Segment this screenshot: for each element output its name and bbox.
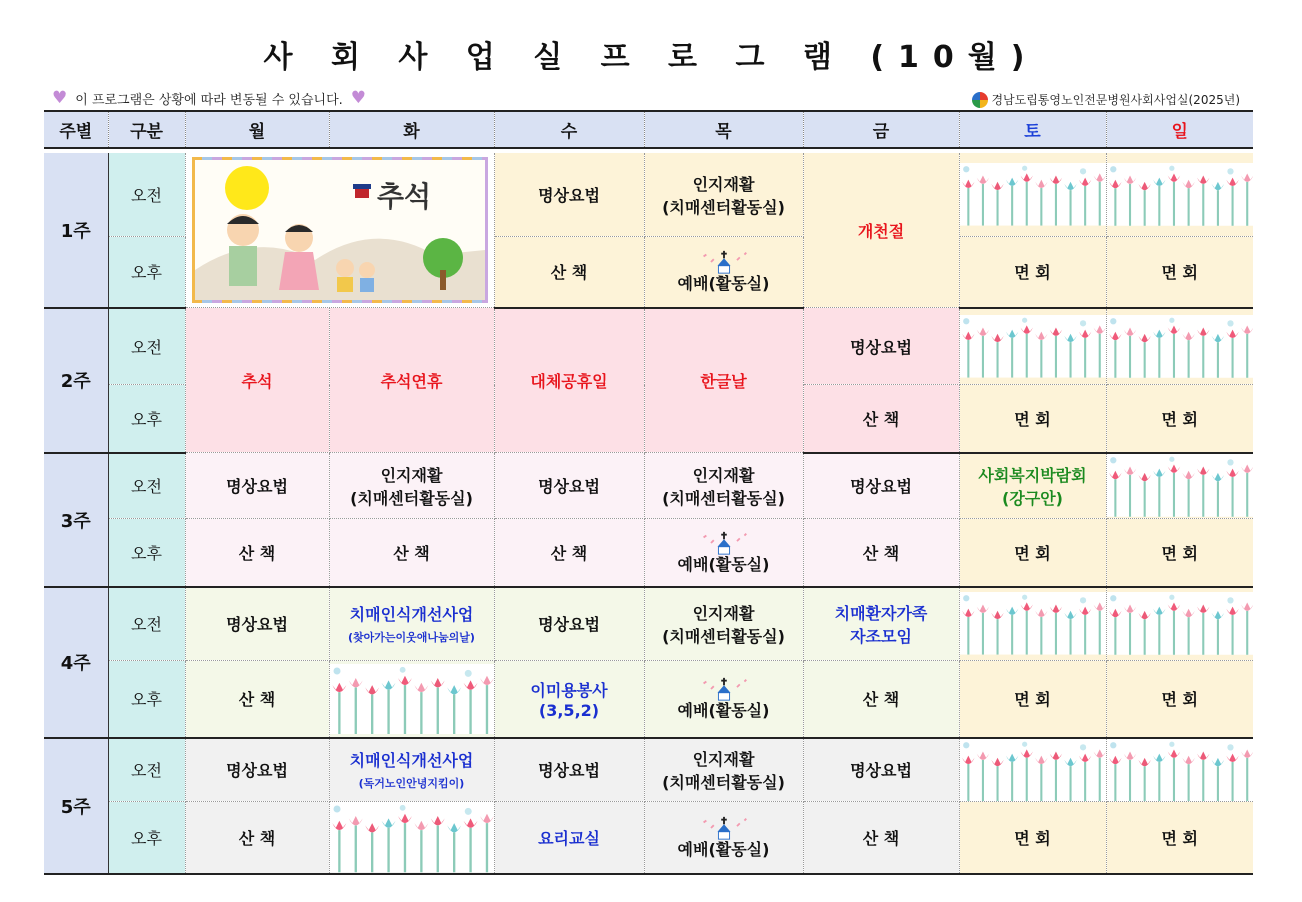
week-label: 1주 <box>44 153 108 308</box>
header-thu: 목 <box>644 111 803 148</box>
w5-thu-pm: 예배(활동실) <box>644 802 803 874</box>
tulip-decoration <box>959 738 1106 802</box>
w5-mon-pm: 산 책 <box>185 802 329 874</box>
w1-thu-pm: 예배(활동실) <box>644 237 803 308</box>
tulip-icon <box>960 163 1106 226</box>
w5-fri-pm: 산 책 <box>803 802 959 874</box>
w4-fri-am: 치매환자가족 자조모임 <box>803 587 959 661</box>
header-week: 주별 <box>44 111 108 148</box>
tulip-decoration <box>959 153 1106 237</box>
period-am: 오전 <box>108 153 185 237</box>
tulip-icon <box>330 802 494 872</box>
header-sun: 일 <box>1106 111 1253 148</box>
notice <box>52 88 366 108</box>
w3-thu-am: 인지재활 (치매센터활동실) <box>644 453 803 519</box>
org-logo-icon <box>972 92 988 108</box>
w4-sun-pm: 면 회 <box>1106 661 1253 738</box>
tulip-icon <box>960 315 1106 378</box>
w3-mon-am: 명상요법 <box>185 453 329 519</box>
w4-mon-pm: 산 책 <box>185 661 329 738</box>
tulip-icon <box>1107 592 1254 655</box>
w5-wed-am: 명상요법 <box>494 738 644 802</box>
w1-sat-pm: 면 회 <box>959 237 1106 308</box>
w3-thu-pm: 예배(활동실) <box>644 519 803 587</box>
w4-wed-am: 명상요법 <box>494 587 644 661</box>
header-wed: 수 <box>494 111 644 148</box>
w3-mon-pm: 산 책 <box>185 519 329 587</box>
header-sat: 토 <box>959 111 1106 148</box>
tulip-decoration <box>1106 153 1253 237</box>
w4-tue-am: 치매인식개선사업 (찾아가는이웃애나눔의날) <box>329 587 494 661</box>
w2-sat-pm: 면 회 <box>959 385 1106 453</box>
w1-wed-pm: 산 책 <box>494 237 644 308</box>
schedule-table <box>44 110 1253 875</box>
week2-am-row <box>44 308 1253 385</box>
tulip-decoration <box>959 587 1106 661</box>
w1-sun-pm: 면 회 <box>1106 237 1253 308</box>
w3-fri-pm: 산 책 <box>803 519 959 587</box>
tulip-icon <box>960 739 1106 802</box>
w5-fri-am: 명상요법 <box>803 738 959 802</box>
w5-tue-am: 치매인식개선사업 (독거노인안녕지킴이) <box>329 738 494 802</box>
tulip-icon <box>960 592 1106 655</box>
w2-fri-pm: 산 책 <box>803 385 959 453</box>
w2-tue-holiday: 추석연휴 <box>329 308 494 453</box>
tulip-decoration <box>1106 587 1253 661</box>
tulip-icon <box>330 664 494 734</box>
w1-wed-am: 명상요법 <box>494 153 644 237</box>
w4-thu-am: 인지재활 (치매센터활동실) <box>644 587 803 661</box>
w4-sat-pm: 면 회 <box>959 661 1106 738</box>
w5-thu-am: 인지재활 (치매센터활동실) <box>644 738 803 802</box>
week4-am-row <box>44 587 1253 661</box>
w3-fri-am: 명상요법 <box>803 453 959 519</box>
week-label: 5주 <box>44 738 108 874</box>
week1-am-row <box>44 153 1253 237</box>
week-label: 4주 <box>44 587 108 738</box>
w2-thu-holiday: 한글날 <box>644 308 803 453</box>
week-label: 2주 <box>44 308 108 453</box>
w3-tue-pm: 산 책 <box>329 519 494 587</box>
w5-wed-pm: 요리교실 <box>494 802 644 874</box>
period-pm: 오후 <box>108 519 185 587</box>
header-fri: 금 <box>803 111 959 148</box>
tulip-icon <box>1107 454 1254 517</box>
church-icon <box>694 815 754 841</box>
svg-text:추석: 추석 <box>376 180 431 213</box>
w3-sat-am: 사회복지박람회 (강구안) <box>959 453 1106 519</box>
period-am: 오전 <box>108 587 185 661</box>
period-pm: 오후 <box>108 237 185 308</box>
header-tue: 화 <box>329 111 494 148</box>
tulip-decoration <box>329 661 494 738</box>
organization-text: 경남도립통영노인전문병원사회사업실(2025년) <box>991 93 1240 107</box>
w3-tue-am: 인지재활 (치매센터활동실) <box>329 453 494 519</box>
w3-wed-pm: 산 책 <box>494 519 644 587</box>
tulip-icon <box>1107 739 1254 802</box>
tulip-icon <box>1107 163 1254 226</box>
heart-icon: ♥ <box>52 88 68 108</box>
week3-am-row <box>44 453 1253 519</box>
church-icon <box>694 530 754 556</box>
notice-text: 이 프로그램은 상황에 따라 변동될 수 있습니다. <box>75 92 343 108</box>
tulip-decoration <box>1106 738 1253 802</box>
period-pm: 오후 <box>108 385 185 453</box>
week-label: 3주 <box>44 453 108 587</box>
w3-sun-pm: 면 회 <box>1106 519 1253 587</box>
w3-wed-am: 명상요법 <box>494 453 644 519</box>
heart-icon: ♥ <box>350 88 367 108</box>
w2-fri-am: 명상요법 <box>803 308 959 385</box>
tulip-decoration <box>959 308 1106 385</box>
w5-mon-am: 명상요법 <box>185 738 329 802</box>
week3-pm-row <box>44 519 1253 587</box>
w4-wed-pm: 이미용봉사 (3,5,2) <box>494 661 644 738</box>
church-icon <box>694 676 754 702</box>
week5-pm-row <box>44 802 1253 874</box>
w4-mon-am: 명상요법 <box>185 587 329 661</box>
w3-sat-pm: 면 회 <box>959 519 1106 587</box>
w2-sun-pm: 면 회 <box>1106 385 1253 453</box>
w5-sun-pm: 면 회 <box>1106 802 1253 874</box>
period-am: 오전 <box>108 308 185 385</box>
w4-thu-pm: 예배(활동실) <box>644 661 803 738</box>
tulip-decoration <box>1106 453 1253 519</box>
w1-fri-holiday: 개천절 <box>803 153 959 308</box>
church-icon <box>694 249 754 275</box>
period-am: 오전 <box>108 738 185 802</box>
w4-fri-pm: 산 책 <box>803 661 959 738</box>
w1-thu-am: 인지재활 (치매센터활동실) <box>644 153 803 237</box>
tulip-decoration <box>329 802 494 874</box>
organization <box>972 91 1240 108</box>
period-pm: 오후 <box>108 802 185 874</box>
header-period: 구분 <box>108 111 185 148</box>
chuseok-art <box>185 153 494 308</box>
w2-wed-holiday: 대체공휴일 <box>494 308 644 453</box>
w5-sat-pm: 면 회 <box>959 802 1106 874</box>
tulip-decoration <box>1106 308 1253 385</box>
header-mon: 월 <box>185 111 329 148</box>
week4-pm-row <box>44 661 1253 738</box>
header-row <box>44 111 1253 148</box>
chuseok-family-icon <box>195 160 485 300</box>
week5-am-row <box>44 738 1253 802</box>
period-am: 오전 <box>108 453 185 519</box>
w2-mon-holiday: 추석 <box>185 308 329 453</box>
tulip-icon <box>1107 315 1254 378</box>
page-title: 사 회 사 업 실 프 로 그 램 (10월) <box>263 40 1039 75</box>
period-pm: 오후 <box>108 661 185 738</box>
